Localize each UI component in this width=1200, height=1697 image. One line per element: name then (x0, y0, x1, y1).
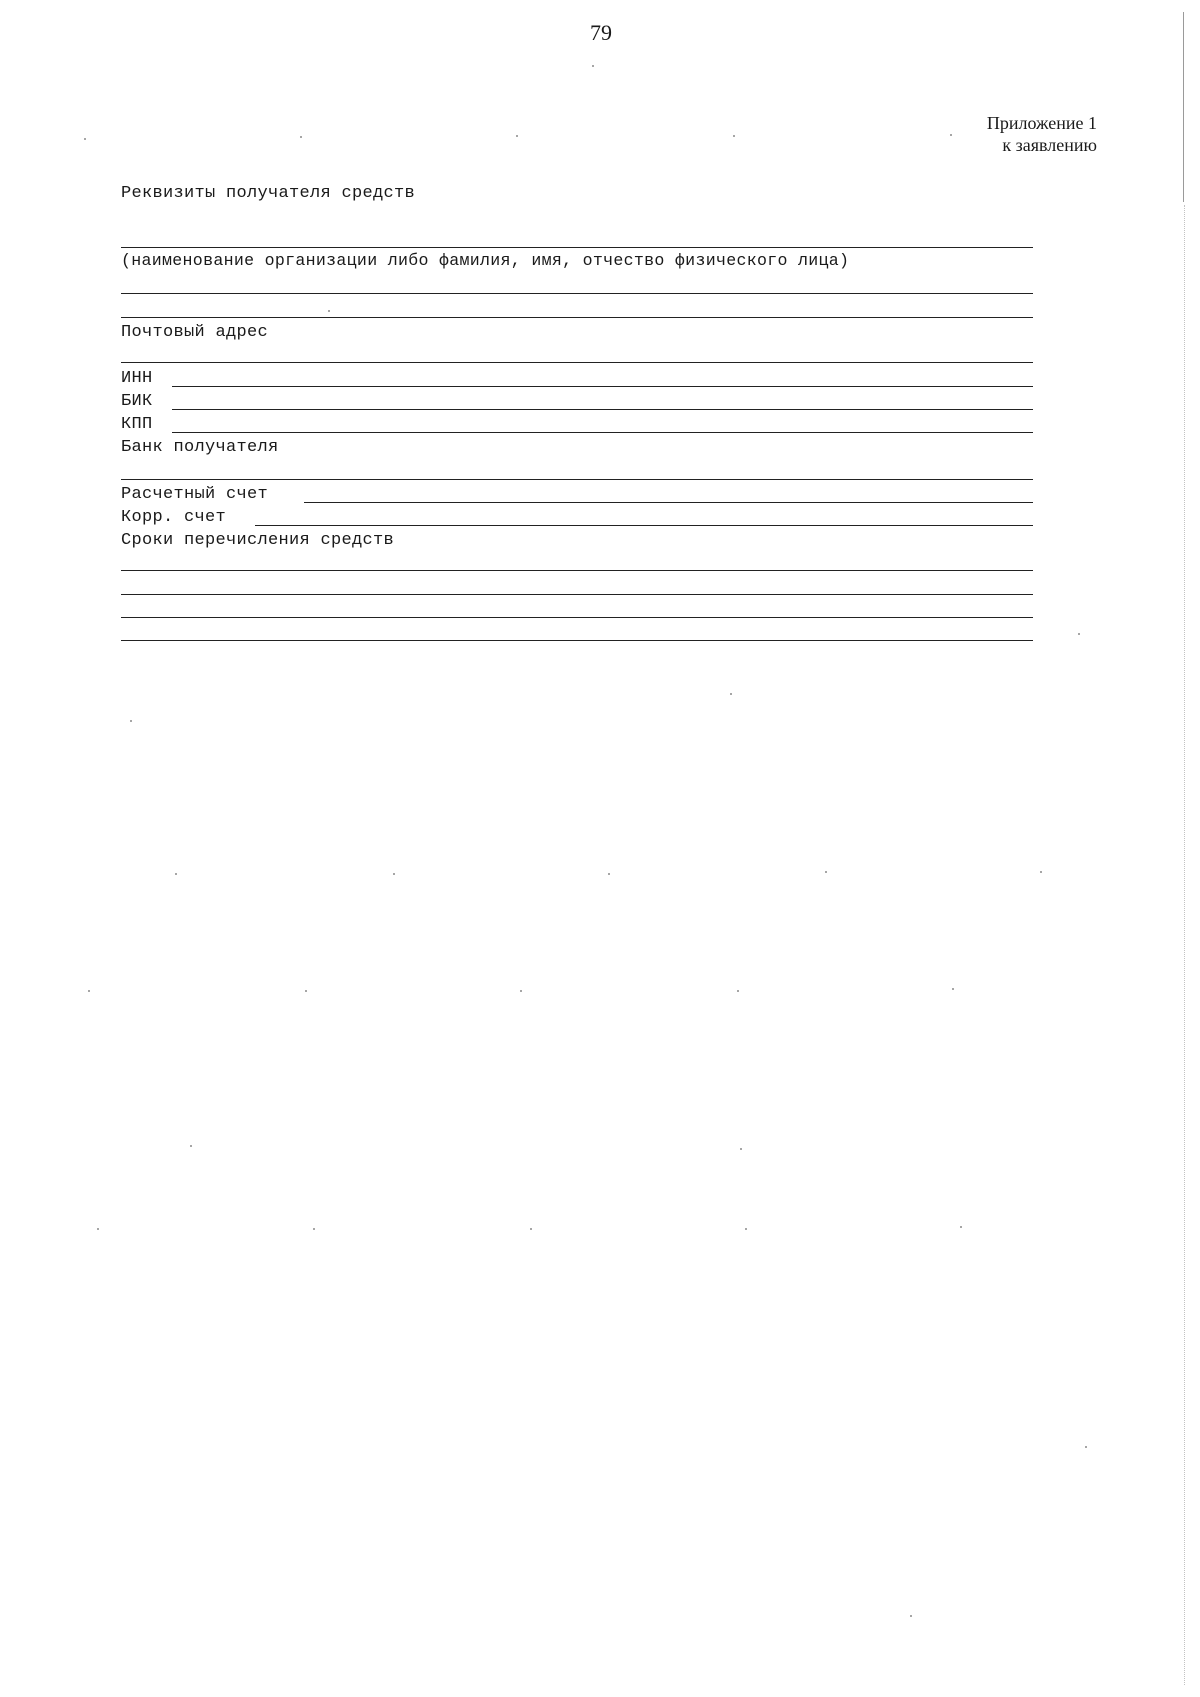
recipient-name-line[interactable] (121, 247, 1033, 248)
scan-speck (825, 871, 827, 873)
scan-speck (84, 138, 86, 140)
scan-speck (960, 1226, 962, 1228)
scan-speck (1040, 871, 1042, 873)
scan-speck (745, 1228, 747, 1230)
appendix-line-1: Приложение 1 (986, 113, 1097, 133)
scan-speck (393, 873, 395, 875)
scan-speck (97, 1228, 99, 1230)
postal-address-label: Почтовый адрес (121, 323, 269, 342)
scan-speck (88, 990, 90, 992)
scan-speck (328, 310, 330, 312)
scan-speck (740, 1148, 742, 1150)
scan-speck (952, 988, 954, 990)
scan-speck (608, 873, 610, 875)
appendix-header (987, 112, 1097, 156)
scan-speck (516, 135, 518, 137)
transfer-terms-line-2[interactable] (121, 594, 1033, 595)
scan-speck (592, 65, 594, 67)
recipient-name-caption: (наименование организации либо фамилия, имя, отчество физического лица) (121, 251, 850, 270)
scan-speck (1085, 1446, 1087, 1448)
scan-speck (950, 134, 952, 136)
bank-label: Банк получателя (121, 438, 279, 457)
transfer-terms-line-3[interactable] (121, 617, 1033, 618)
scan-edge-line (1183, 12, 1184, 202)
form-title: Реквизиты получателя средств (121, 184, 416, 203)
page-number: 79 (590, 20, 612, 45)
transfer-terms-line-4[interactable] (121, 640, 1033, 641)
bik-field-line[interactable] (172, 409, 1033, 410)
transfer-terms-line-1[interactable] (121, 570, 1033, 571)
corr-account-label: Корр. счет (121, 508, 227, 527)
scan-speck (300, 136, 302, 138)
scan-speck (175, 873, 177, 875)
postal-address-line[interactable] (121, 362, 1033, 363)
scan-speck (530, 1228, 532, 1230)
recipient-name-line-3[interactable] (121, 317, 1033, 318)
scan-speck (190, 1145, 192, 1147)
transfer-terms-label: Сроки перечисления средств (121, 531, 395, 550)
scan-speck (305, 990, 307, 992)
appendix-line-2: к заявлению (1002, 135, 1097, 155)
scan-speck (730, 693, 732, 695)
scan-speck (313, 1228, 315, 1230)
settlement-account-line[interactable] (304, 502, 1033, 503)
kpp-field-line[interactable] (172, 432, 1033, 433)
bank-field-line[interactable] (121, 479, 1033, 480)
bik-label: БИК (121, 392, 153, 411)
corr-account-line[interactable] (255, 525, 1033, 526)
scan-speck (737, 990, 739, 992)
settlement-account-label: Расчетный счет (121, 485, 269, 504)
recipient-name-line-2[interactable] (121, 293, 1033, 294)
scan-speck (130, 720, 132, 722)
kpp-label: КПП (121, 415, 153, 434)
scan-edge-dots (1184, 205, 1185, 1685)
inn-field-line[interactable] (172, 386, 1033, 387)
scan-speck (733, 135, 735, 137)
inn-label: ИНН (121, 369, 153, 388)
scan-speck (520, 990, 522, 992)
scan-speck (1078, 633, 1080, 635)
scan-speck (910, 1615, 912, 1617)
